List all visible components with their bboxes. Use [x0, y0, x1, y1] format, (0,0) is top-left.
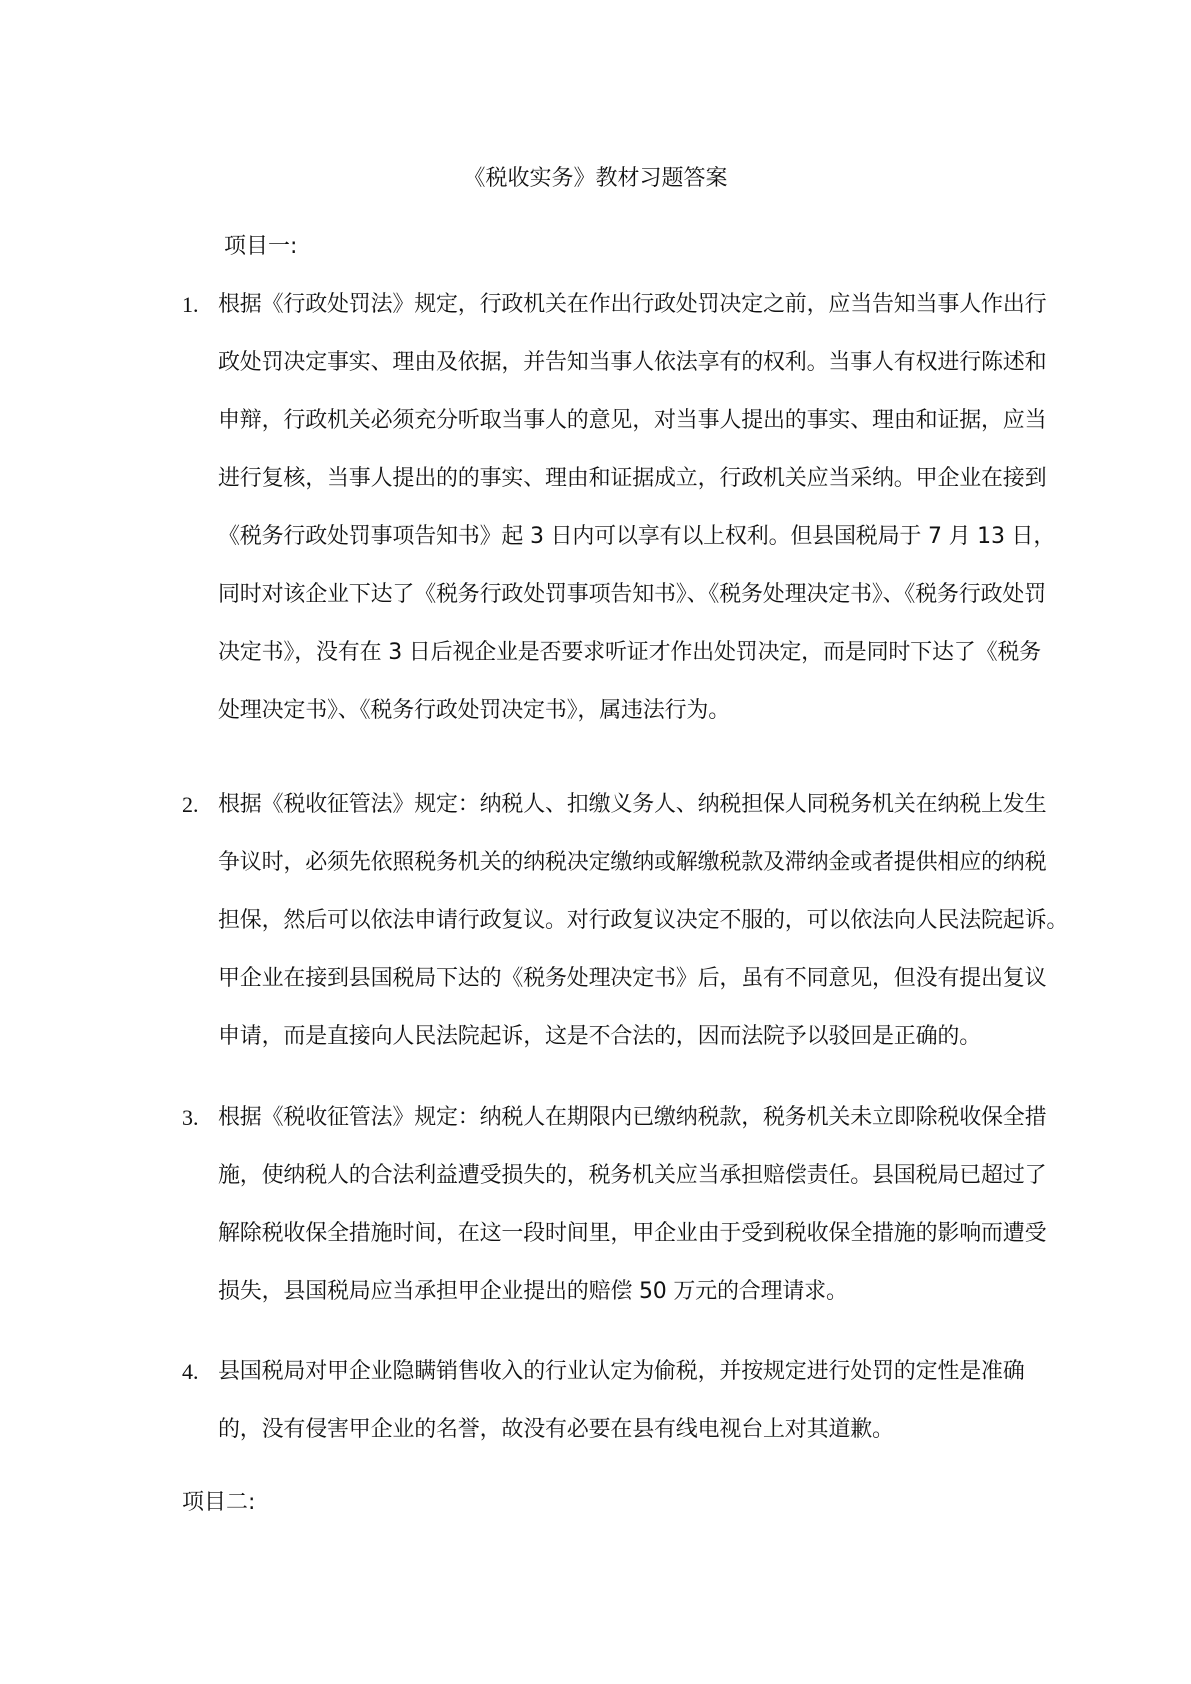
answer-item-text — [218, 288, 1056, 752]
answer-text-line: 根据《税收征管法》规定：纳税人、扣缴义务人、纳税担保人同税务机关在纳税上发生 — [218, 792, 1047, 817]
answer-item-number: 4. — [182, 1359, 199, 1384]
answer-text-line: 担保，然后可以依法申请行政复议。对行政复议决定不服的，可以依法向人民法院起诉。 — [218, 908, 1069, 933]
answer-text-line: 县国税局对甲企业隐瞒销售收入的行业认定为偷税，并按规定进行处罚的定性是准确 — [218, 1359, 1025, 1384]
answer-text-line: 决定书》，没有在 3 日后视企业是否要求听证才作出处罚决定，而是同时下达了《税务 — [218, 640, 1041, 665]
answer-item-text — [218, 1101, 1047, 1333]
answer-text-line: 争议时，必须先依照税务机关的纳税决定缴纳或解缴税款及滞纳金或者提供相应的纳税 — [218, 850, 1047, 875]
answer-text-line: 申请，而是直接向人民法院起诉，这是不合法的，因而法院予以驳回是正确的。 — [218, 1024, 982, 1049]
section-heading-project-one: 项目一: — [224, 234, 298, 259]
answer-text-line: 同时对该企业下达了《税务行政处罚事项告知书》、《税务处理决定书》、《税务行政处罚 — [218, 582, 1047, 607]
answer-text-line: 进行复核，当事人提出的的事实、理由和证据成立，行政机关应当采纳。甲企业在接到 — [218, 466, 1047, 491]
answer-text-line: 申辩，行政机关必须充分听取当事人的意见，对当事人提出的事实、理由和证据，应当 — [218, 408, 1047, 433]
answer-text-line: 政处罚决定事实、理由及依据，并告知当事人依法享有的权利。当事人有权进行陈述和 — [218, 350, 1047, 375]
document-title: 《税收实务》教材习题答案 — [463, 166, 728, 191]
answer-text-line: 《税务行政处罚事项告知书》起 3 日内可以享有以上权利。但县国税局于 7 月 13 日， — [218, 524, 1056, 549]
answer-item-number: 2. — [182, 792, 199, 817]
answer-text-line: 施，使纳税人的合法利益遭受损失的，税务机关应当承担赔偿责任。县国税局已超过了 — [218, 1163, 1047, 1188]
answer-text-line: 根据《行政处罚法》规定，行政机关在作出行政处罚决定之前，应当告知当事人作出行 — [218, 292, 1047, 317]
section-heading-project-two: 项目二: — [182, 1490, 256, 1515]
answer-text-line: 解除税收保全措施时间，在这一段时间里，甲企业由于受到税收保全措施的影响而遭受 — [218, 1221, 1047, 1246]
answer-text-line: 甲企业在接到县国税局下达的《税务处理决定书》后，虽有不同意见，但没有提出复议 — [218, 966, 1047, 991]
answer-item-number: 3. — [182, 1105, 199, 1130]
answer-item-text — [218, 788, 1069, 1078]
answer-item-text — [218, 1355, 1025, 1471]
answer-text-line: 损失，县国税局应当承担甲企业提出的赔偿 50 万元的合理请求。 — [218, 1279, 848, 1304]
answer-text-line: 处理决定书》、《税务行政处罚决定书》，属违法行为。 — [218, 698, 731, 723]
answer-text-line: 的，没有侵害甲企业的名誉，故没有必要在县有线电视台上对其道歉。 — [218, 1417, 894, 1442]
answer-item-number: 1. — [182, 292, 199, 317]
answer-text-line: 根据《税收征管法》规定：纳税人在期限内已缴纳税款，税务机关未立即除税收保全措 — [218, 1105, 1047, 1130]
